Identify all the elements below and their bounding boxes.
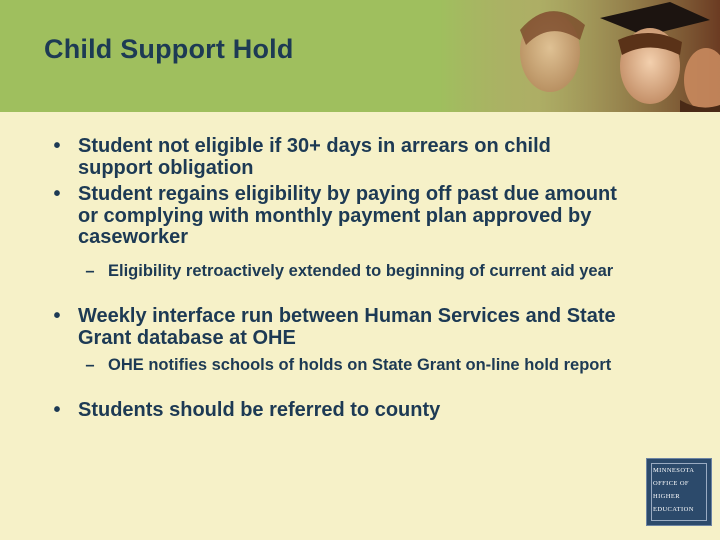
logo-line-1: MINNESOTA	[653, 467, 695, 474]
header-band	[0, 0, 720, 112]
sub-bullet-marker: –	[85, 356, 95, 374]
bullet-text: Student not eligible if 30+ days in arrears on child support obligation	[78, 135, 551, 179]
bullet-marker: •	[53, 183, 61, 205]
bullet-item-eligibility	[53, 135, 618, 179]
bullet-item-county	[53, 399, 618, 422]
bullet-marker: •	[53, 135, 61, 157]
graduates-photo	[440, 0, 720, 112]
bullet-item-interface	[53, 305, 618, 349]
sub-bullet-retroactive	[85, 262, 628, 280]
sub-bullet-ohe-notifies	[85, 356, 628, 374]
graduates-photo-graphic	[440, 0, 720, 112]
sub-bullet-text: OHE notifies schools of holds on State Grant on-line hold report	[108, 356, 612, 374]
bullet-marker: •	[53, 305, 61, 327]
bullet-text: Student regains eligibility by paying off past due amount or complying with monthly payment plan approved by caseworker	[78, 183, 617, 248]
page-title: Child Support Hold	[44, 34, 294, 64]
bullet-text: Students should be referred to county	[78, 399, 441, 421]
logo-line-2: OFFICE OF	[653, 480, 689, 487]
bullet-text: Weekly interface run between Human Services and State Grant database at OHE	[78, 305, 616, 349]
logo-line-3: HIGHER	[653, 493, 680, 500]
bullet-item-regains	[53, 183, 618, 249]
ohe-logo	[646, 458, 712, 526]
logo-line-4: EDUCATION	[653, 506, 694, 513]
bullet-marker: •	[53, 399, 61, 421]
sub-bullet-text: Eligibility retroactively extended to beginning of current aid year	[108, 262, 614, 280]
sub-bullet-marker: –	[85, 262, 95, 280]
